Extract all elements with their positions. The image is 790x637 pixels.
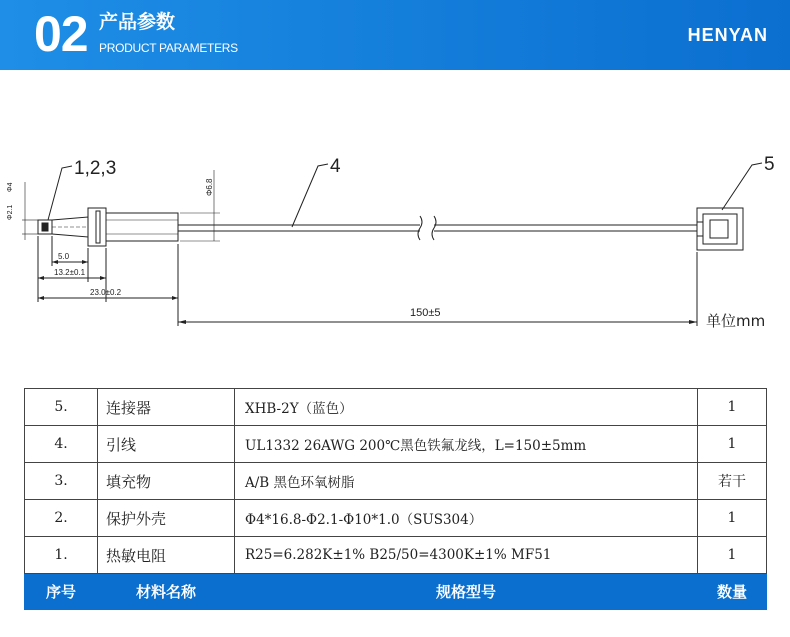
section-number: 02: [34, 6, 88, 62]
row-material: 热敏电阻: [98, 537, 235, 574]
dim-label-flange-dia: Φ6.8: [205, 178, 214, 196]
section-header: [0, 0, 790, 70]
section-title-en: PRODUCT PARAMETERS: [99, 41, 238, 55]
row-material: 填充物: [98, 463, 235, 500]
row-material: 引线: [98, 426, 235, 463]
table-row: [25, 389, 767, 426]
row-material: 连接器: [98, 389, 235, 426]
probe-tip-end: [42, 223, 48, 231]
row-index: 5.: [25, 389, 98, 426]
row-qty: 1: [698, 389, 767, 426]
callout-leader-probe: [48, 166, 72, 220]
row-qty: 1: [698, 426, 767, 463]
header-qty: 数量: [698, 574, 767, 610]
wire-break-mark: [418, 216, 422, 240]
callout-label-wire: 4: [330, 156, 341, 177]
table-header-row: [25, 574, 767, 610]
technical-drawing: [0, 70, 790, 370]
row-index: 3.: [25, 463, 98, 500]
callout-leader-connector: [722, 163, 762, 210]
row-qty: 1: [698, 537, 767, 574]
dim-label-probe-dia: Φ4: [7, 182, 14, 192]
section-title-cn: 产品参数: [99, 11, 176, 33]
brand-logo: HENYAN: [687, 25, 768, 45]
row-index: 2.: [25, 500, 98, 537]
table-row: [25, 537, 767, 574]
dim-label-tip-dia: Φ2.1: [7, 204, 14, 220]
row-material: 保护外壳: [98, 500, 235, 537]
row-spec: XHB-2Y（蓝色）: [235, 389, 698, 426]
header-index: 序号: [25, 574, 98, 610]
dim-label-d1: 5.0: [58, 252, 70, 261]
row-index: 4.: [25, 426, 98, 463]
header-spec: 规格型号: [235, 574, 698, 610]
sleeve: [106, 213, 178, 241]
table-row: [25, 500, 767, 537]
dim-label-length: 150±5: [410, 307, 441, 319]
callout-label-probe: 1,2,3: [74, 158, 117, 179]
row-spec: Φ4*16.8-Φ2.1-Φ10*1.0（SUS304）: [235, 500, 698, 537]
row-spec: UL1332 26AWG 200℃黑色铁氟龙线，L=150±5mm: [235, 426, 698, 463]
dim-label-d3: 23.0±0.2: [90, 288, 122, 297]
row-spec: A/B 黑色环氧树脂: [235, 463, 698, 500]
row-spec: R25=6.282K±1% B25/50=4300K±1% MF51: [235, 537, 698, 574]
row-qty: 1: [698, 500, 767, 537]
callout-label-connector: 5: [764, 154, 775, 175]
table-row: [25, 426, 767, 463]
table-row: [25, 463, 767, 500]
row-qty: 若干: [698, 463, 767, 500]
dim-label-d2: 13.2±0.1: [54, 268, 86, 277]
header-material: 材料名称: [98, 574, 235, 610]
spec-table: [24, 388, 767, 610]
unit-label: 单位mm: [706, 312, 766, 330]
callout-leader-wire: [292, 164, 328, 227]
row-index: 1.: [25, 537, 98, 574]
